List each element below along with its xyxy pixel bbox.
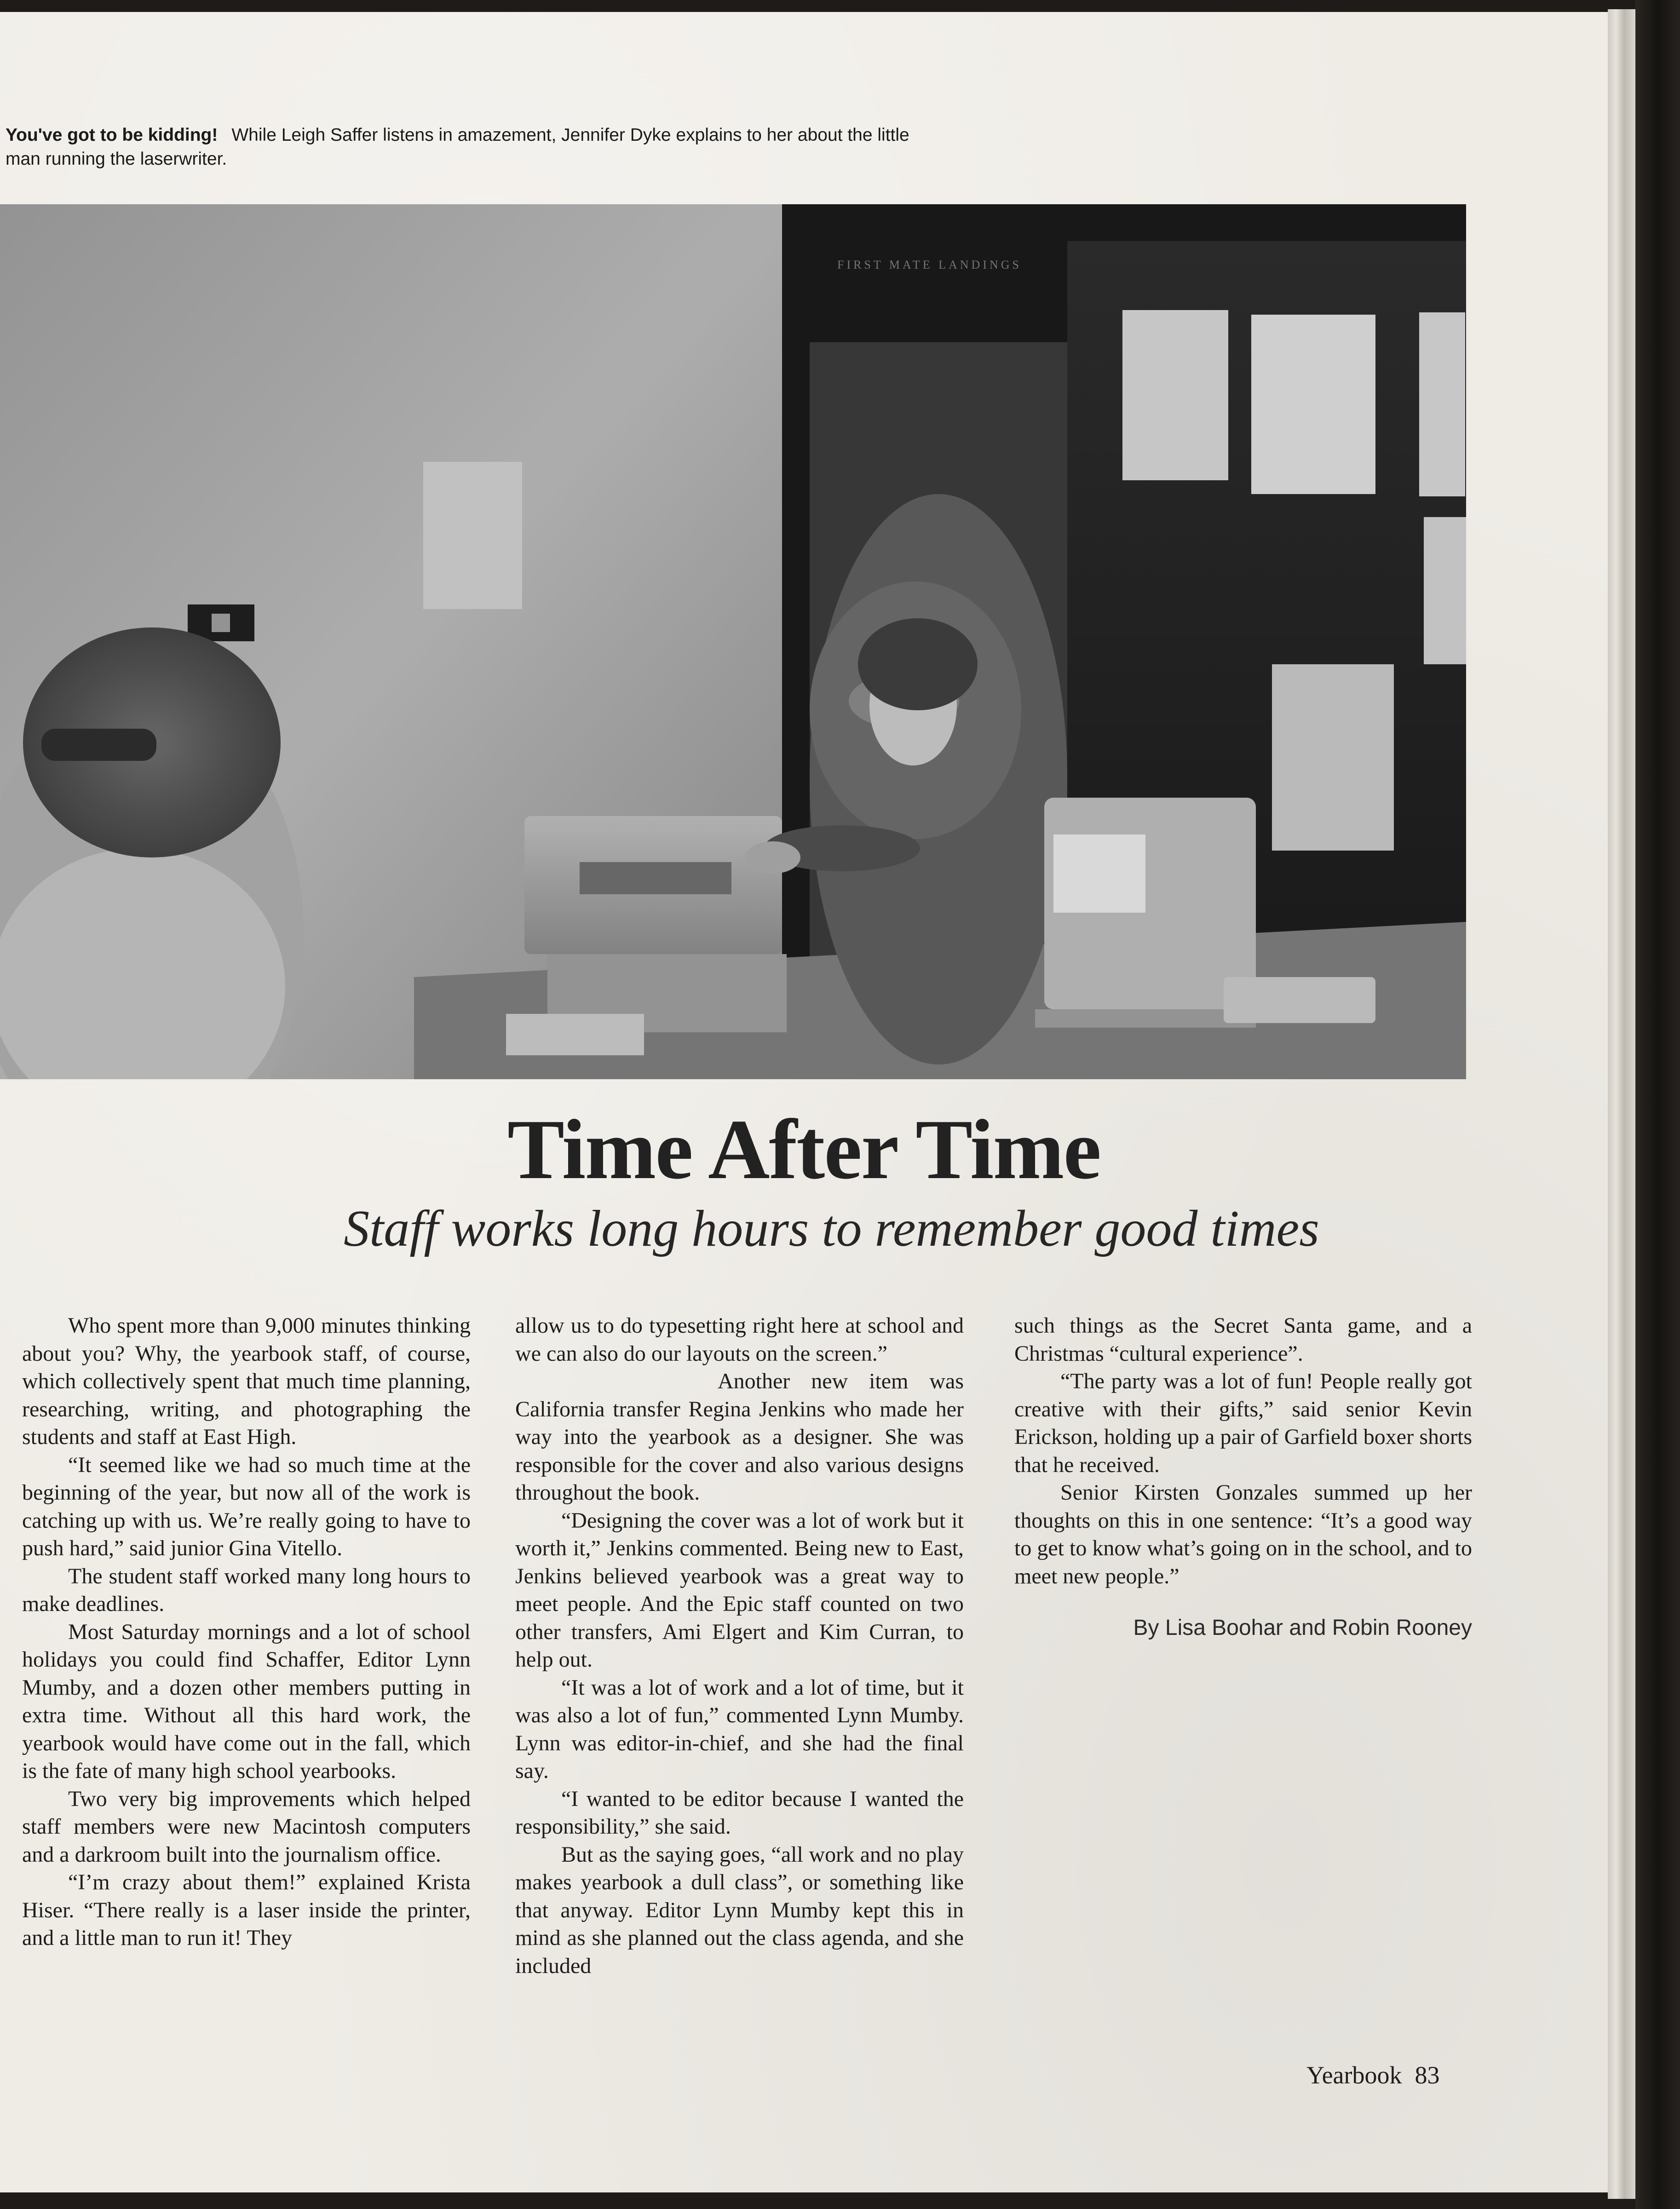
article-column-2 [515, 1312, 964, 1980]
photo-caption [6, 123, 930, 171]
yearbook-page [0, 12, 1608, 2192]
door-sign: FIRST MATE LANDINGS [837, 258, 1022, 271]
folio-section: Yearbook [1306, 2061, 1402, 2089]
paragraph: “Designing the cover was a lot of work but it worth it,” Jenkins commented. Being new to East, Jenkins believed yearbook was a great way to meet people. And the Epic staff counted on two other transfers, Ami Elgert and Kim Curran, to help out. [515, 1508, 964, 1672]
paragraph: “I wanted to be editor because I wanted the responsibility,” she said. [515, 1786, 964, 1839]
caption-lead: You've got to be kidding! [6, 125, 218, 145]
paragraph: Who spent more than 9,000 minutes thinking about you? Why, the yearbook staff, of course, which collectively spent that much time planning, researching, writing, and photographing the students and staff at East High. [22, 1313, 471, 1449]
article-column-3 [1014, 1312, 1472, 1642]
paragraph: allow us to do typesetting right here at school and we can also do our layouts on the screen.” [515, 1313, 964, 1366]
byline: By Lisa Boohar and Robin Rooney [1133, 1616, 1472, 1640]
paragraph: “I’m crazy about them!” explained Krista Hiser. “There really is a laser inside the printer, and a little man to run it! They [22, 1870, 471, 1950]
page-edges [1608, 9, 1635, 2199]
page-folio [1306, 2060, 1440, 2090]
paragraph: Two very big improvements which helped staff members were new Macintosh computers and a darkroom built into the journalism office. [22, 1786, 471, 1867]
subhead: Staff works long hours to remember good times [344, 1200, 1319, 1257]
paragraph: Senior Kirsten Gonzales summed up her thoughts on this in one sentence: “It’s a good way to get to know what’s going on in the school, and to meet new people.” [1014, 1480, 1472, 1588]
photo-scene [0, 204, 1466, 1079]
photograph [0, 204, 1466, 1079]
paragraph: Another new item was California transfer Regina Jenkins who made her way into the yearbook as a designer. She was responsible for the cover and also various designs throughout the book. [515, 1369, 964, 1505]
book-binding [1635, 0, 1680, 2209]
paragraph: Most Saturday mornings and a lot of school holidays you could find Schaffer, Editor Lynn Mumby, and a dozen other members putting in extra time. Without all this hard work, the yearbook would have come out in the fall, which is the fate of many high school yearbooks. [22, 1619, 471, 1783]
paragraph: But as the saying goes, “all work and no play makes yearbook a dull class”, or something like that anyway. Editor Lynn Mumby kept this in mind as she planned out the class agenda, and she included [515, 1842, 964, 1978]
paragraph: The student staff worked many long hours to make deadlines. [22, 1564, 471, 1616]
caption-text: While Leigh Saffer listens in amazement, Jennifer Dyke explains to her about the little man running the laserwriter. [6, 125, 909, 169]
page-number: 83 [1415, 2061, 1440, 2089]
paragraph: such things as the Secret Santa game, and a Christmas “cultural experience”. [1014, 1313, 1472, 1366]
headline: Time After Time [507, 1102, 1101, 1197]
paragraph: “It seemed like we had so much time at the beginning of the year, but now all of the work is catching up with us. We’re really going to have to push hard,” said junior Gina Vitello. [22, 1452, 471, 1560]
paragraph: “It was a lot of work and a lot of time, but it was also a lot of fun,” commented Lynn Mumby. Lynn was editor-in-chief, and she had the final say. [515, 1675, 964, 1783]
paragraph: “The party was a lot of fun! People really got creative with their gifts,” said senior Kevin Erickson, holding up a pair of Garfield boxer shorts that he received. [1014, 1369, 1472, 1477]
article-column-1 [22, 1312, 471, 1952]
